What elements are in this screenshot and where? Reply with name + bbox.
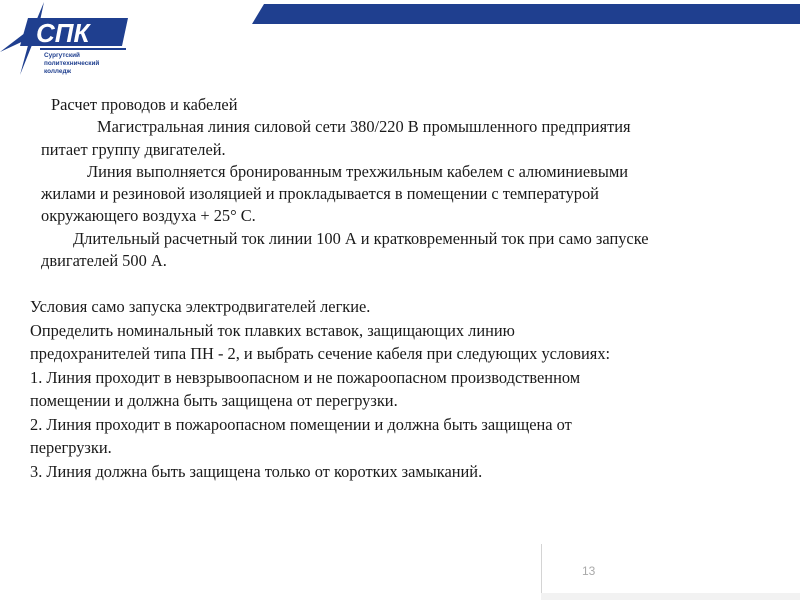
logo-caption-line: политехнический (44, 60, 100, 68)
footer-band (541, 593, 800, 600)
task-line: 1. Линия проходит в невзрывоопасном и не пожароопасном производственном (30, 367, 581, 387)
intro-line: двигателей 500 А. (41, 251, 167, 271)
logo-caption-line: колледж (44, 68, 72, 76)
intro-line: Магистральная линия силовой сети 380/220 В промышленного предприятия (97, 117, 631, 137)
task-line: Определить номинальный ток плавких вставок, защищающих линию (30, 320, 515, 340)
task-line: помещении и должна быть защищена от перегрузки. (30, 391, 398, 410)
task-line: перегрузки. (30, 438, 112, 457)
logo-caption (44, 52, 134, 77)
section-title: Расчет проводов и кабелей (51, 95, 238, 114)
task-line: Условия само запуска электродвигателей легкие. (30, 297, 371, 316)
task-paragraph (30, 295, 610, 483)
intro-line: Длительный расчетный ток линии 100 А и кратковременный ток при само запуске (73, 228, 649, 248)
intro-line: окружающего воздуха + 25° С. (41, 206, 256, 226)
college-logo (0, 0, 135, 95)
intro-line: жилами и резиновой изоляцией и прокладывается в помещении с температурой (41, 184, 599, 204)
logo-mark: СПК (36, 18, 90, 48)
intro-paragraph (41, 94, 649, 272)
logo-star-icon (0, 0, 135, 95)
task-line: предохранителей типа ПН - 2, и выбрать сечение кабеля при следующих условиях: (30, 344, 611, 363)
task-line: 3. Линия должна быть защищена только от коротких замыканий. (30, 461, 483, 481)
page-number: 13 (582, 564, 596, 578)
logo-caption-line: Сургутский (44, 52, 80, 59)
footer-divider (541, 544, 542, 600)
intro-line: питает группу двигателей. (41, 139, 226, 159)
intro-line: Линия выполняется бронированным трехжильным кабелем с алюминиевыми (87, 161, 629, 181)
task-line: 2. Линия проходит в пожароопасном помещении и должна быть защищена от (30, 414, 572, 434)
header-band (252, 4, 800, 24)
